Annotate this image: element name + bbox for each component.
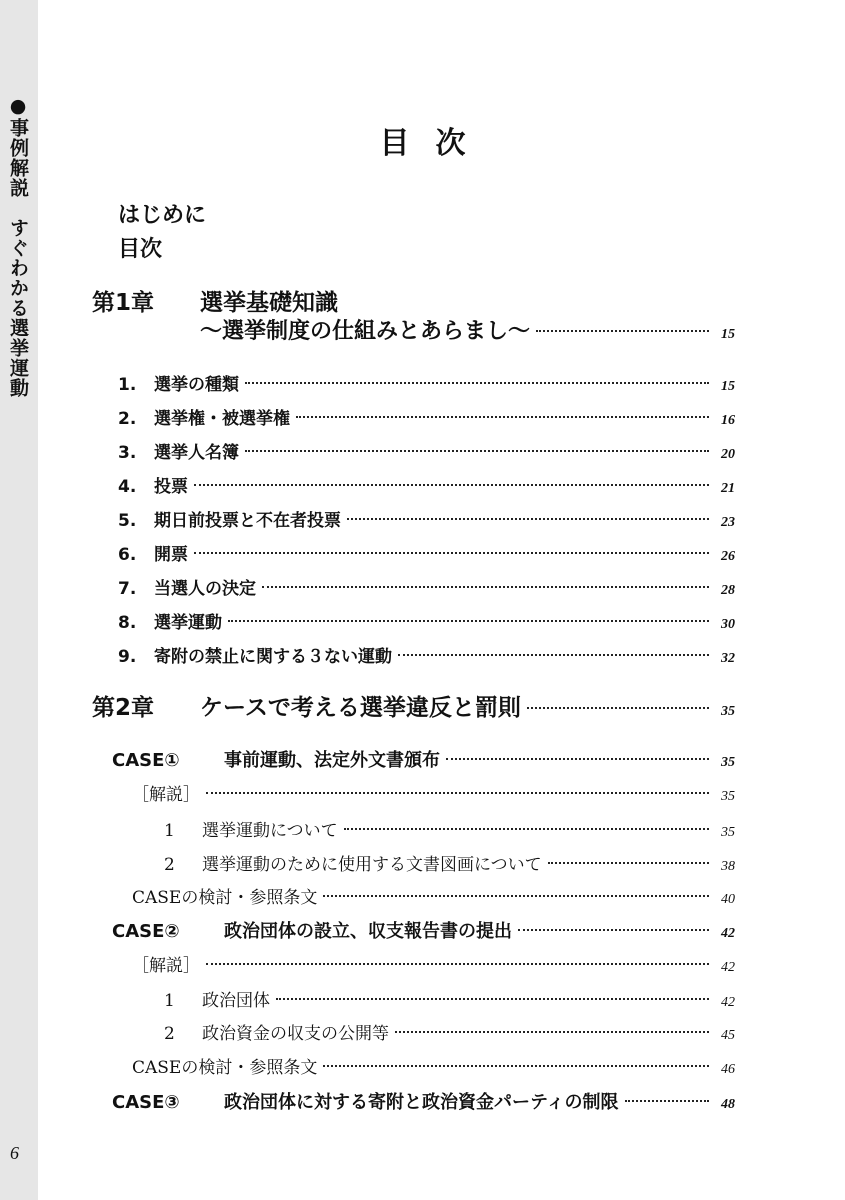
leader-dots <box>194 484 709 486</box>
case-title: 事前運動、法定外文書頒布 <box>224 750 440 771</box>
section-title: 選挙の種類 <box>154 375 239 395</box>
front-matter-hajimeni[interactable]: はじめに <box>118 203 207 228</box>
review-label: CASEの検討・参照条文 <box>132 1058 318 1078</box>
leader-dots <box>625 1100 709 1102</box>
kaisetsu-label: ［解説］ <box>132 956 200 976</box>
page-ref: 42 <box>721 926 735 941</box>
leader-dots <box>194 552 709 554</box>
toc-entry-case-1-kaisetsu[interactable] <box>132 780 735 805</box>
leader-dots <box>536 330 709 332</box>
item-title: 選挙運動のために使用する文書図画について <box>202 855 542 875</box>
front-matter-mokuji[interactable]: 目次 <box>118 237 163 262</box>
toc-entry-case-3[interactable] <box>112 1088 735 1114</box>
section-number: 6. <box>118 545 137 565</box>
section-title: 開票 <box>154 545 188 565</box>
page-ref: 16 <box>721 413 735 428</box>
section-number: 1. <box>118 375 137 395</box>
item-number: 1 <box>164 821 175 841</box>
page-ref: 28 <box>721 583 735 598</box>
page-ref: 35 <box>721 825 735 840</box>
chapter-1-subtitle-entry[interactable] <box>200 314 735 345</box>
page-ref: 48 <box>721 1097 735 1112</box>
leader-dots <box>347 518 709 520</box>
leader-dots <box>296 416 709 418</box>
toc-entry-case-1[interactable] <box>112 746 735 772</box>
section-title: 寄附の禁止に関する３ない運動 <box>154 647 392 667</box>
toc-entry-section-1[interactable] <box>118 370 735 395</box>
section-title: 投票 <box>154 477 188 497</box>
side-margin-band <box>0 0 38 1200</box>
item-title: 政治資金の収支の公開等 <box>202 1024 389 1044</box>
item-number: 2 <box>164 1024 175 1044</box>
case-title: 政治団体に対する寄附と政治資金パーティの制限 <box>224 1092 619 1113</box>
page-ref: 35 <box>721 789 735 804</box>
item-number: 1 <box>164 991 175 1011</box>
toc-entry-case-2-kaisetsu[interactable] <box>132 951 735 976</box>
page-title: 目次 <box>379 126 492 161</box>
toc-entry-case-2[interactable] <box>112 917 735 943</box>
leader-dots <box>206 792 709 794</box>
review-label: CASEの検討・参照条文 <box>132 888 318 908</box>
toc-entry-section-8[interactable] <box>118 608 735 633</box>
leader-dots <box>527 707 709 709</box>
page-ref: 40 <box>721 892 735 907</box>
case-title: 政治団体の設立、収支報告書の提出 <box>224 921 512 942</box>
leader-dots <box>228 620 709 622</box>
page-ref: 45 <box>721 1028 735 1043</box>
page-ref: 26 <box>721 549 735 564</box>
chapter-title: ケースで考える選挙違反と罰則 <box>200 695 521 721</box>
section-number: 5. <box>118 511 137 531</box>
toc-entry-section-7[interactable] <box>118 574 735 599</box>
section-number: 4. <box>118 477 137 497</box>
leader-dots <box>398 654 709 656</box>
running-head: ●事例解説 すぐわかる選挙運動 <box>7 95 29 398</box>
page-ref: 15 <box>721 379 735 394</box>
toc-entry-case-1-item-1[interactable] <box>164 816 735 841</box>
chapter-number: 第2章 <box>92 695 155 721</box>
leader-dots <box>262 586 709 588</box>
page-ref: 42 <box>721 960 735 975</box>
toc-entry-section-3[interactable] <box>118 438 735 463</box>
leader-dots <box>276 998 709 1000</box>
toc-entry-case-1-item-2[interactable] <box>164 850 735 875</box>
case-number: CASE② <box>112 921 180 942</box>
toc-entry-section-2[interactable] <box>118 404 735 429</box>
toc-entry-section-5[interactable] <box>118 506 735 531</box>
section-title: 選挙運動 <box>154 613 222 633</box>
chapter-2-heading[interactable] <box>92 689 735 722</box>
page-ref: 35 <box>721 755 735 770</box>
chapter-1-heading[interactable] <box>92 284 338 317</box>
page-ref: 42 <box>721 995 735 1010</box>
section-title: 選挙人名簿 <box>154 443 239 463</box>
leader-dots <box>548 862 709 864</box>
case-number: CASE③ <box>112 1092 180 1113</box>
page-ref: 23 <box>721 515 735 530</box>
toc-entry-case-2-review[interactable] <box>132 1053 735 1078</box>
page-ref: 21 <box>721 481 735 496</box>
page-ref: 15 <box>721 327 735 342</box>
leader-dots <box>323 895 709 897</box>
page-ref: 20 <box>721 447 735 462</box>
section-title: 選挙権・被選挙権 <box>154 409 290 429</box>
section-number: 8. <box>118 613 137 633</box>
leader-dots <box>446 758 709 760</box>
item-title: 選挙運動について <box>202 821 338 841</box>
page-ref: 35 <box>721 704 735 719</box>
chapter-subtitle: 〜選挙制度の仕組みとあらまし〜 <box>200 319 531 344</box>
section-title: 当選人の決定 <box>154 579 256 599</box>
section-number: 7. <box>118 579 137 599</box>
section-number: 2. <box>118 409 137 429</box>
page-ref: 38 <box>721 859 735 874</box>
leader-dots <box>344 828 709 830</box>
section-number: 9. <box>118 647 137 667</box>
leader-dots <box>518 929 709 931</box>
toc-entry-section-6[interactable] <box>118 540 735 565</box>
case-number: CASE① <box>112 750 180 771</box>
page-ref: 32 <box>721 651 735 666</box>
item-title: 政治団体 <box>202 991 270 1011</box>
kaisetsu-label: ［解説］ <box>132 785 200 805</box>
leader-dots <box>245 382 709 384</box>
leader-dots <box>395 1031 709 1033</box>
item-number: 2 <box>164 855 175 875</box>
page-ref: 46 <box>721 1062 735 1077</box>
chapter-title: 選挙基礎知識 <box>200 290 338 316</box>
chapter-number: 第1章 <box>92 290 155 316</box>
section-title: 期日前投票と不在者投票 <box>154 511 341 531</box>
page-ref: 30 <box>721 617 735 632</box>
page-number: 6 <box>10 1143 19 1163</box>
section-number: 3. <box>118 443 137 463</box>
leader-dots <box>323 1065 709 1067</box>
toc-entry-case-2-item-1[interactable] <box>164 986 735 1011</box>
leader-dots <box>245 450 709 452</box>
toc-entry-section-9[interactable] <box>118 642 735 667</box>
toc-entry-section-4[interactable] <box>118 472 735 497</box>
toc-entry-case-1-review[interactable] <box>132 883 735 908</box>
leader-dots <box>206 963 709 965</box>
toc-entry-case-2-item-2[interactable] <box>164 1019 735 1044</box>
